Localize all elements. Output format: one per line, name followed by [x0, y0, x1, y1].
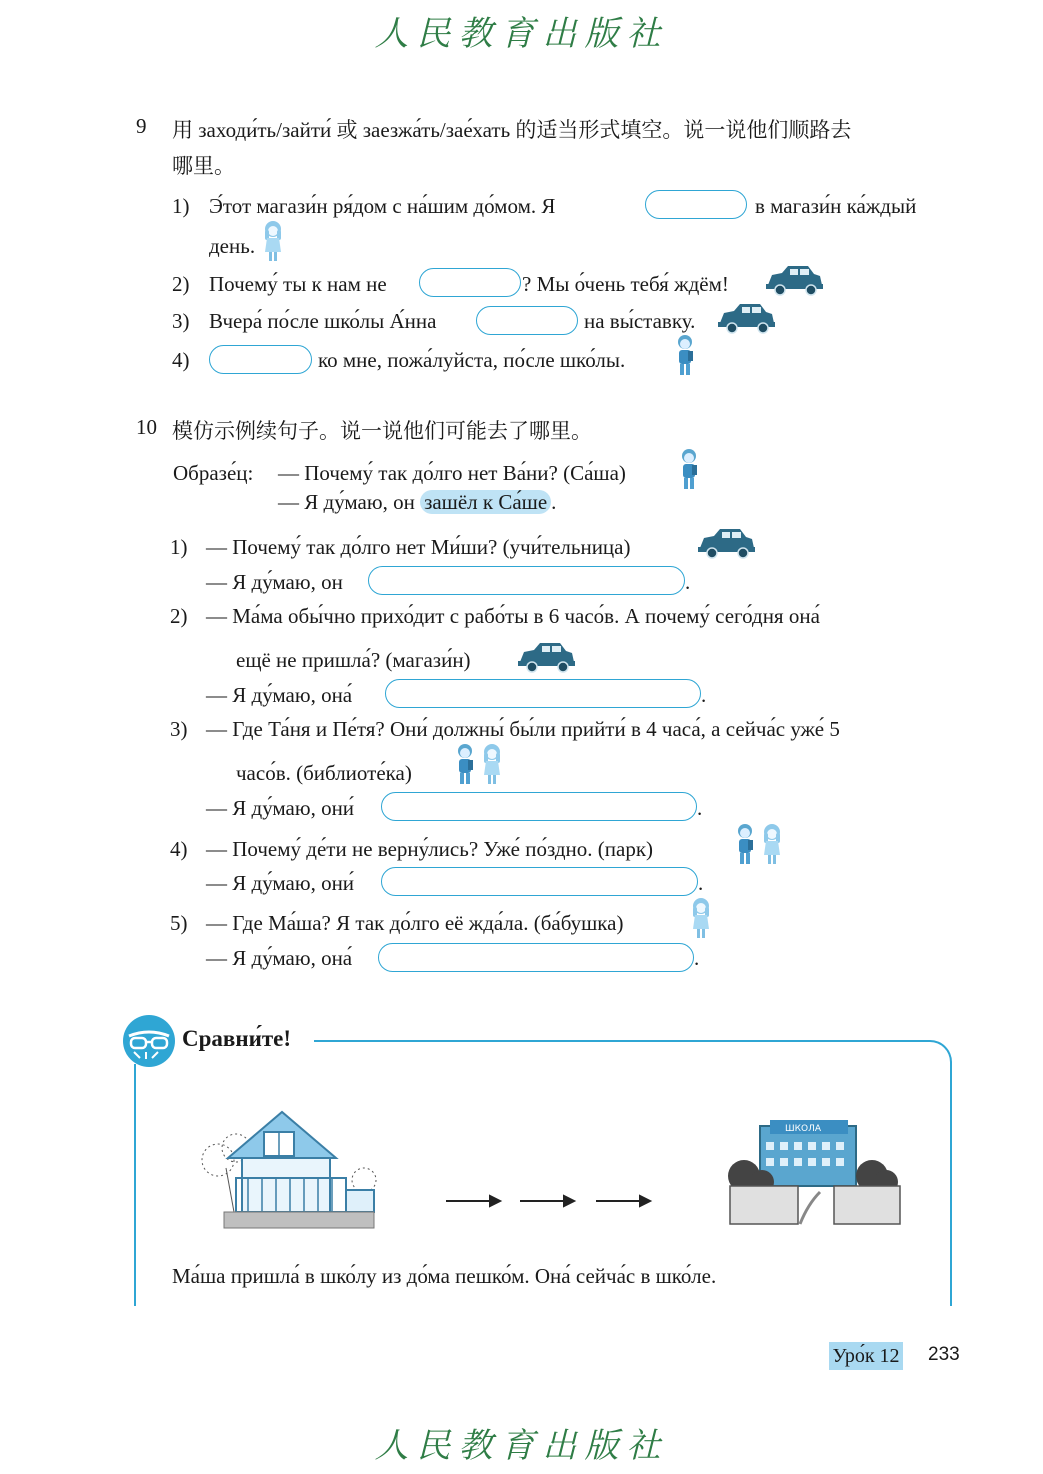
ex9-item-3-text-a: Вчера́ по́сле шко́лы А́нна [209, 309, 437, 333]
publisher-header: 人民教育出版社 [374, 14, 669, 54]
sample-label: Образе́ц: [173, 461, 254, 485]
compare-title: Сравни́те! [182, 1026, 291, 1051]
exercise-9-instruction: 用 заходи́ть/зайти́ 或 заезжа́ть/зае́хать 的适当形式填空。说一说他们顺路去 [172, 118, 852, 142]
ex10-item-4-answer-prefix: — Я ду́маю, они́ [206, 871, 355, 895]
ex10-item-3-period: . [697, 796, 703, 820]
ex10-item-5-number: 5) [170, 911, 188, 935]
ex10-item-5-answer-prefix: — Я ду́маю, она́ [206, 946, 353, 970]
exercise-9-number: 9 [136, 114, 147, 138]
compare-title-rule [314, 1040, 904, 1042]
ex10-item-2-number: 2) [170, 604, 188, 628]
ex10-item-1-blank[interactable] [368, 566, 685, 595]
girl-icon [690, 897, 712, 941]
publisher-footer: 人民教育出版社 [374, 1426, 669, 1466]
sample-period: . [551, 490, 557, 514]
ex9-item-3-text-b: на вы́ставку. [584, 309, 696, 333]
school-illustration [726, 1120, 902, 1228]
ex10-item-3-number: 3) [170, 717, 188, 741]
ex9-item-2-number: 2) [172, 272, 190, 296]
ex10-item-3-answer-prefix: — Я ду́маю, они́ [206, 796, 355, 820]
boy-icon [674, 334, 696, 378]
ex10-item-4-number: 4) [170, 837, 188, 861]
compare-glasses-icon [122, 1014, 176, 1068]
ex10-item-2-period: . [701, 683, 707, 707]
girl-icon [481, 743, 503, 787]
ex9-item-1-number: 1) [172, 194, 190, 218]
ex10-item-2-blank[interactable] [385, 679, 701, 708]
house-illustration [196, 1108, 386, 1232]
ex10-item-4-period: . [698, 871, 704, 895]
lesson-badge: Уро́к 12 [829, 1342, 903, 1370]
girl-icon [761, 823, 783, 867]
ex10-item-2-question-1: — Ма́ма обы́чно прихо́дит с рабо́ты в 6 часо́в. А почему́ сего́дня она́ [206, 604, 820, 628]
ex9-item-1-text-a: Э́тот магази́н ря́дом с на́шим до́мом. Я [209, 194, 556, 218]
ex10-item-4-question: — Почему́ де́ти не верну́лись? Уже́ по́здно. (парк) [206, 837, 654, 861]
exercise-9-instruction-cont: 哪里。 [172, 154, 235, 178]
ex10-item-1-answer-prefix: — Я ду́маю, он [206, 570, 343, 594]
ex9-item-2-text-b: ? Мы о́чень тебя́ ждём! [522, 272, 729, 296]
ex10-item-5-question: — Где Ма́ша? Я так до́лго её жда́ла. (ба́бушка) [206, 911, 624, 935]
ex10-item-3-question-1: — Где Та́ня и Пе́тя? Они́ должны́ бы́ли прийти́ в 4 часа́, а сейча́с уже́ 5 [206, 717, 840, 741]
ex10-item-3-question-2: часо́в. (библиоте́ка) [236, 761, 412, 785]
ex9-item-3-number: 3) [172, 309, 190, 333]
car-icon [764, 263, 824, 297]
ex9-item-2-text-a: Почему́ ты к нам не [209, 272, 387, 296]
ex10-item-1-number: 1) [170, 535, 188, 559]
sample-line-2-prefix: — Я ду́маю, он [278, 490, 415, 514]
arrow-icons [442, 1192, 662, 1210]
boy-icon [678, 448, 700, 492]
sample-answer: зашёл к Са́ше [420, 490, 551, 514]
school-sign: ШКОЛА [785, 1124, 822, 1134]
exercise-10-number: 10 [136, 415, 157, 439]
ex9-item-3-blank[interactable] [476, 306, 578, 335]
page-number: 233 [928, 1344, 960, 1365]
sample-line-1: — Почему́ так до́лго нет Ва́ни? (Са́ша) [278, 461, 626, 485]
compare-sentence: Ма́ша пришла́ в шко́лу из до́ма пешко́м. Она́ сейча́с в шко́ле. [172, 1264, 717, 1288]
car-icon [516, 640, 576, 674]
ex10-item-5-period: . [694, 946, 700, 970]
ex9-item-2-blank[interactable] [419, 268, 521, 297]
boy-icon [734, 823, 756, 867]
ex10-item-5-blank[interactable] [378, 943, 694, 972]
ex10-item-2-answer-prefix: — Я ду́маю, она́ [206, 683, 353, 707]
ex9-item-4-number: 4) [172, 348, 190, 372]
ex10-item-4-blank[interactable] [381, 867, 698, 896]
ex10-item-1-question: — Почему́ так до́лго нет Ми́ши? (учи́тельница) [206, 535, 631, 559]
ex10-item-2-question-2: ещё не пришла́? (магази́н) [236, 648, 471, 672]
car-icon [716, 301, 776, 335]
girl-icon [262, 220, 284, 264]
ex9-item-1-blank[interactable] [645, 190, 747, 219]
car-icon [696, 526, 756, 560]
ex10-item-3-blank[interactable] [381, 792, 697, 821]
sample-line-2 [278, 490, 556, 515]
ex10-item-1-period: . [685, 570, 691, 594]
boy-icon [454, 743, 476, 787]
ex9-item-4-blank[interactable] [209, 345, 312, 374]
ex9-item-1-text-c: день. [209, 234, 256, 258]
ex9-item-4-text-b: ко мне, пожа́луйста, по́сле шко́лы. [318, 348, 626, 372]
exercise-10-instruction: 模仿示例续句子。说一说他们可能去了哪里。 [172, 419, 592, 443]
ex9-item-1-text-b: в магази́н ка́ждый [755, 194, 917, 218]
